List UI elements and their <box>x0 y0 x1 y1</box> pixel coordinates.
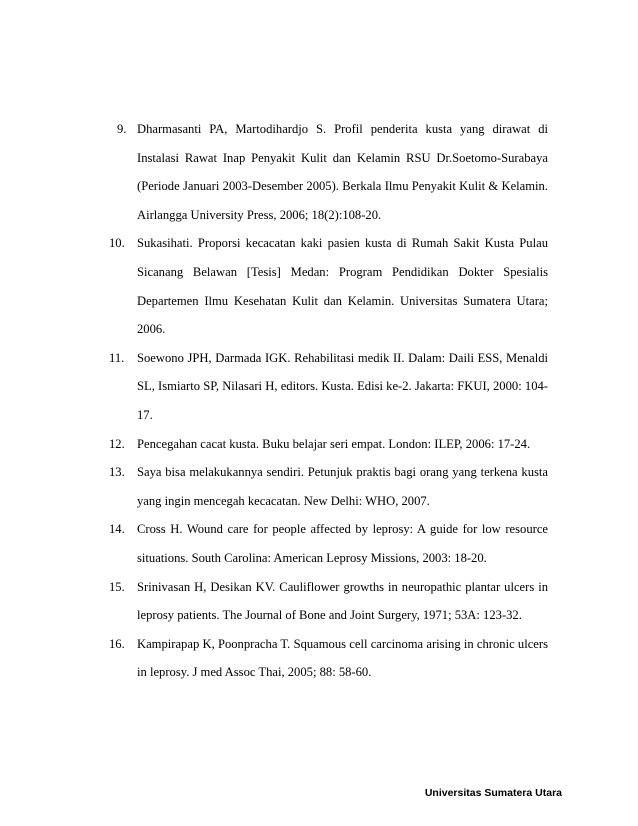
reference-number: 13. <box>109 465 125 480</box>
reference-item <box>109 344 548 430</box>
reference-item <box>109 630 548 687</box>
reference-text: Cross H. Wound care for people affected by leprosy: A guide for low resource situations. South Carolina: American Leprosy Missions, 2003: 18-20. <box>137 522 548 565</box>
reference-text: Kampirapap K, Poonpracha T. Squamous cell carcinoma arising in chronic ulcers in leprosy. J med Assoc Thai, 2005; 88: 58-60. <box>137 636 548 680</box>
reference-text: Pencegahan cacat kusta. Buku belajar seri empat. London: ILEP, 2006: 17-24. <box>137 436 531 451</box>
reference-text: Sukasihati. Proporsi kecacatan kaki pasien kusta di Rumah Sakit Kusta Pulau Sicanang Belawan [Tesis] Medan: Program Pendidikan Dokter Spesialis Departemen Ilmu Kesehatan Kulit dan Kelamin. Universitas Sumatera Utara; 2006. <box>137 236 548 337</box>
reference-item <box>109 430 548 459</box>
reference-number: 14. <box>109 522 125 537</box>
reference-text: Soewono JPH, Darmada IGK. Rehabilitasi medik II. Dalam: Daili ESS, Menaldi SL, Ismiarto SP, Nilasari H, editors. Kusta. Edisi ke-2. Jakarta: FKUI, 2000: 104-17. <box>137 350 548 422</box>
reference-number: 10. <box>109 236 125 251</box>
reference-item <box>109 515 548 572</box>
reference-text: Dharmasanti PA, Martodihardjo S. Profil penderita kusta yang dirawat di Instalasi Rawat Inap Penyakit Kulit dan Kelamin RSU Dr.Soetomo-Surabaya (Periode Januari 2003-Desember 2005). Berkala Ilmu Penyakit Kulit & Kelamin. Airlangga University Press, 2006; 18(2):108-20. <box>137 122 548 222</box>
reference-list <box>109 115 548 687</box>
reference-number: 12. <box>109 436 125 451</box>
reference-number: 11. <box>109 350 125 365</box>
reference-item <box>109 229 548 343</box>
reference-text: Srinivasan H, Desikan KV. Cauliflower growths in neuropathic plantar ulcers in leprosy patients. The Journal of Bone and Joint Surgery, 1971; 53A: 123-32. <box>137 579 548 623</box>
reference-item <box>109 458 548 515</box>
reference-number: 15. <box>109 579 125 594</box>
page-footer-institution: Universitas Sumatera Utara <box>424 787 562 799</box>
reference-text: Saya bisa melakukannya sendiri. Petunjuk praktis bagi orang yang terkena kusta yang ingin mencegah kecacatan. New Delhi: WHO, 2007. <box>137 465 548 508</box>
reference-item <box>109 573 548 630</box>
reference-number: 9. <box>117 122 127 136</box>
reference-item <box>109 115 548 229</box>
reference-number: 16. <box>109 636 125 651</box>
